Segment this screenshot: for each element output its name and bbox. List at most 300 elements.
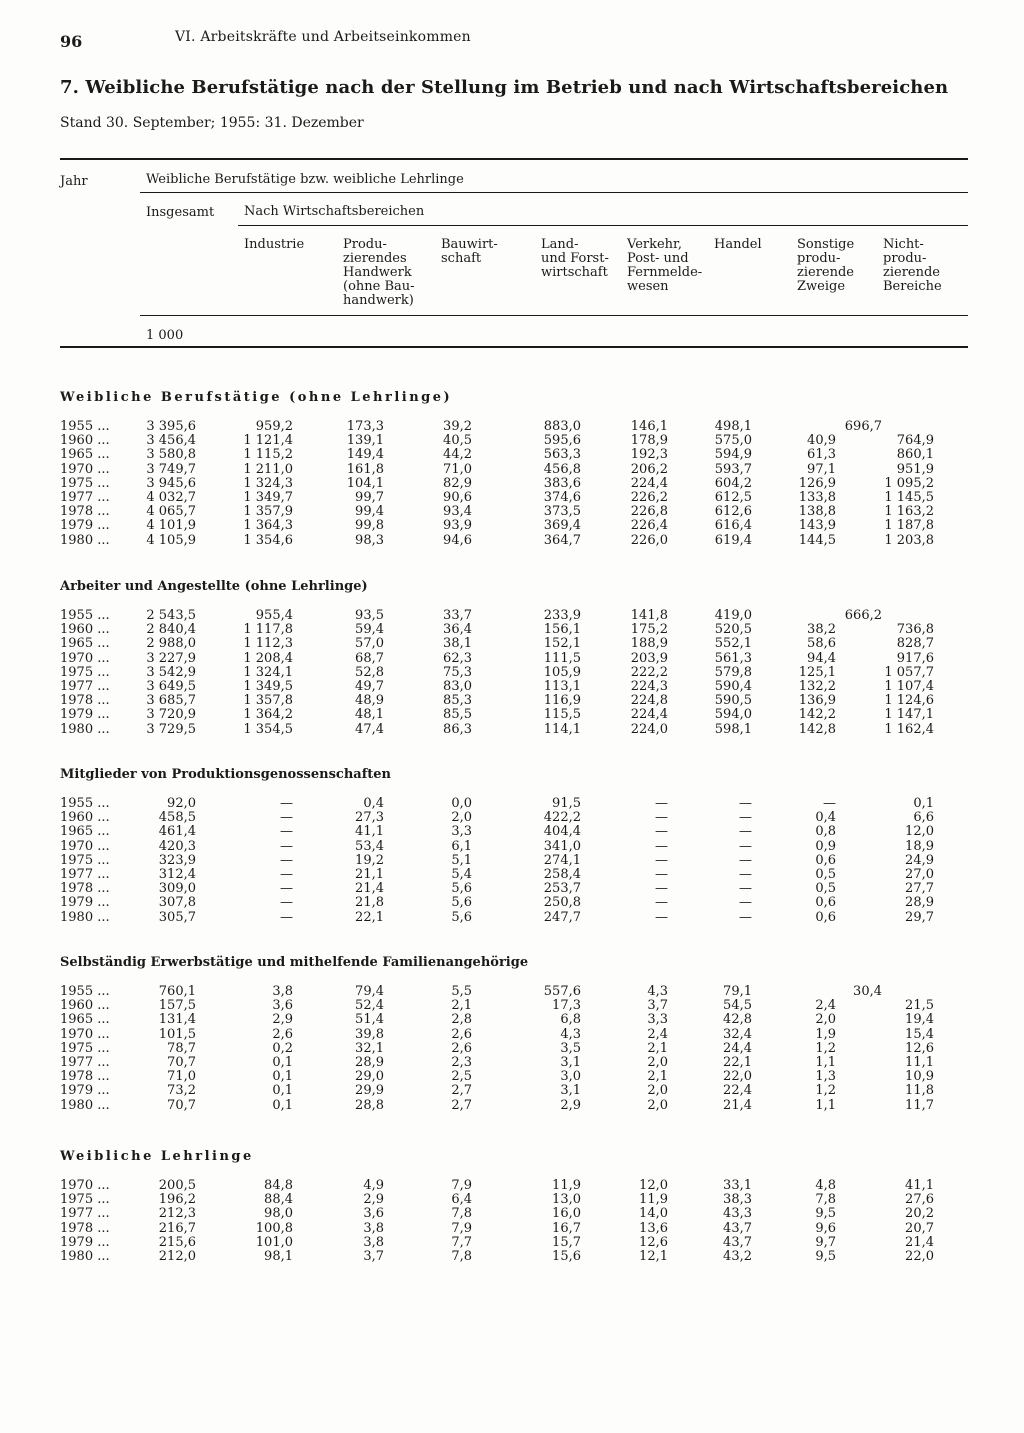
cell-handel: — [739,852,752,868]
row-year: 1970 ... [60,650,110,666]
cell-sonstige: 0,6 [815,909,836,925]
cell-industrie: — [280,796,293,811]
cell-bauwirtschaft: 40,5 [443,433,472,449]
section-title: Mitglieder von Produktionsgenossenschaften [60,767,392,782]
cell-sonstige: 1,2 [815,1040,836,1056]
row-year: 1960 ... [60,998,110,1014]
cell-insgesamt: 3 729,5 [146,721,196,737]
cell-industrie: 1 121,4 [243,433,293,449]
cell-handel: 594,9 [714,447,752,463]
cell-handwerk: 53,4 [355,838,384,854]
cell-verkehr: 2,0 [647,1097,668,1113]
cell-sonstige: 1,9 [815,1026,836,1042]
row-year: 1970 ... [60,1026,110,1042]
cell-industrie: — [280,852,293,868]
cell-industrie: 955,4 [255,608,293,623]
row-year: 1975 ... [60,664,110,680]
cell-handel: 22,1 [723,1055,752,1070]
cell-bauwirtschaft: 5,6 [451,895,472,911]
cell-industrie: — [280,881,293,897]
cell-handwerk: 161,8 [346,461,384,477]
cell-verkehr: 13,6 [639,1220,668,1236]
cell-verkehr: 12,6 [639,1234,668,1250]
cell-insgesamt: 78,7 [167,1040,196,1056]
cell-handel: 520,5 [714,622,752,638]
cell-land-forst: 253,7 [543,881,581,897]
header-rule-columns [140,315,968,316]
cell-industrie: 1 324,1 [243,664,293,680]
cell-handel: 579,8 [714,664,752,680]
header-col-sonstige: Sonstige produ- zierende Zweige [797,237,855,294]
cell-handel: 38,3 [723,1192,752,1208]
cell-industrie: 3,8 [272,984,293,999]
row-year: 1977 ... [60,490,110,505]
cell-insgesamt: 131,4 [158,1012,196,1028]
row-year: 1980 ... [60,909,110,925]
cell-handwerk: 3,8 [363,1234,384,1250]
row-year: 1955 ... [60,796,110,811]
row-year: 1980 ... [60,1249,110,1264]
cell-handel: 561,3 [714,650,752,666]
cell-industrie: 1 208,4 [243,650,293,666]
cell-insgesamt: 216,7 [158,1220,196,1236]
cell-insgesamt: 3 685,7 [146,693,196,709]
cell-bauwirtschaft: 2,0 [451,810,472,826]
cell-land-forst: 11,9 [552,1178,581,1193]
cell-industrie: 1 117,8 [243,622,293,638]
cell-nichtproduzierende: 41,1 [905,1178,934,1193]
cell-handwerk: 29,0 [355,1069,384,1085]
cell-bauwirtschaft: 85,3 [443,693,472,709]
cell-industrie: 101,0 [255,1234,293,1250]
header-rule-nach [238,225,968,226]
cell-industrie: — [280,867,293,882]
cell-verkehr: 3,3 [647,1012,668,1028]
cell-industrie: 0,1 [272,1055,293,1070]
cell-industrie: 2,6 [272,1026,293,1042]
cell-handel: — [739,810,752,826]
cell-bauwirtschaft: 86,3 [443,721,472,737]
cell-handel: 54,5 [723,998,752,1014]
row-year: 1977 ... [60,1055,110,1070]
cell-insgesamt: 3 456,4 [146,433,196,449]
cell-nichtproduzierende: 27,6 [905,1192,934,1208]
cell-insgesamt: 73,2 [167,1083,196,1099]
cell-insgesamt: 70,7 [167,1097,196,1113]
cell-industrie: 1 357,9 [243,504,293,520]
cell-land-forst: 274,1 [543,852,581,868]
row-year: 1955 ... [60,419,110,434]
cell-land-forst: 3,5 [560,1040,581,1056]
cell-bauwirtschaft: 93,9 [443,518,472,534]
cell-sonstige: 666,2 [844,608,882,623]
cell-sonstige: 9,6 [815,1220,836,1236]
header-col-industrie: Industrie [244,237,305,252]
header-rule-span [140,192,968,193]
header-col-verkehr: Verkehr, Post- und Fernmelde- wesen [627,237,703,294]
cell-land-forst: 883,0 [543,419,581,434]
cell-bauwirtschaft: 5,6 [451,881,472,897]
cell-nichtproduzierende: 1 107,4 [884,679,934,694]
cell-handel: 598,1 [714,721,752,737]
cell-handwerk: 32,1 [355,1040,384,1056]
cell-nichtproduzierende: 20,7 [905,1220,934,1236]
cell-handel: 619,4 [714,532,752,548]
cell-nichtproduzierende: 736,8 [896,622,934,638]
cell-insgesamt: 305,7 [158,909,196,925]
cell-handwerk: 149,4 [346,447,384,463]
cell-land-forst: 374,6 [543,490,581,505]
cell-insgesamt: 92,0 [167,796,196,811]
cell-handwerk: 98,3 [355,532,384,548]
cell-bauwirtschaft: 2,7 [451,1097,472,1113]
header-col-handwerk: Produ- zierendes Handwerk (ohne Bau- handwerk) [343,237,415,308]
cell-nichtproduzierende: 12,6 [905,1040,934,1056]
cell-insgesamt: 312,4 [158,867,196,882]
cell-land-forst: 115,5 [543,707,581,723]
header-col-bauwirtschaft: Bauwirt- schaft [441,237,498,266]
cell-nichtproduzierende: 28,9 [905,895,934,911]
cell-verkehr: — [655,909,668,925]
cell-sonstige: 1,2 [815,1083,836,1099]
cell-verkehr: 2,0 [647,1055,668,1070]
cell-insgesamt: 2 840,4 [146,622,196,638]
cell-handel: 32,4 [723,1026,752,1042]
cell-bauwirtschaft: 7,8 [451,1249,472,1264]
cell-sonstige: 58,6 [807,636,836,652]
row-year: 1960 ... [60,622,110,638]
cell-nichtproduzierende: 15,4 [905,1026,934,1042]
cell-industrie: — [280,895,293,911]
row-year: 1975 ... [60,1192,110,1208]
header-bottom-rule [60,346,968,348]
cell-land-forst: 114,1 [543,721,581,737]
cell-land-forst: 258,4 [543,867,581,882]
header-top-rule [60,158,968,160]
cell-land-forst: 383,6 [543,475,581,491]
cell-sonstige: 0,4 [815,810,836,826]
cell-handwerk: 49,7 [355,679,384,694]
cell-verkehr: 226,0 [630,532,668,548]
cell-handel: 616,4 [714,518,752,534]
cell-verkehr: — [655,852,668,868]
cell-verkehr: 206,2 [630,461,668,477]
cell-insgesamt: 200,5 [158,1178,196,1193]
cell-nichtproduzierende: 917,6 [896,650,934,666]
cell-handwerk: 22,1 [355,909,384,925]
cell-insgesamt: 323,9 [158,852,196,868]
cell-verkehr: 2,1 [647,1040,668,1056]
cell-nichtproduzierende: 1 145,5 [884,490,934,505]
running-head: VI. Arbeitskräfte und Arbeitseinkommen [175,29,471,45]
cell-industrie: 0,2 [272,1040,293,1056]
cell-verkehr: — [655,810,668,826]
cell-insgesamt: 3 649,5 [146,679,196,694]
cell-handel: 593,7 [714,461,752,477]
cell-industrie: 1 364,2 [243,707,293,723]
cell-verkehr: 146,1 [630,419,668,434]
cell-industrie: 1 349,7 [243,490,293,505]
cell-industrie: — [280,824,293,840]
cell-land-forst: 15,7 [552,1234,581,1250]
cell-handel: 498,1 [714,419,752,434]
cell-sonstige: 1,1 [815,1097,836,1113]
cell-insgesamt: 760,1 [158,984,196,999]
cell-verkehr: 14,0 [639,1206,668,1222]
cell-land-forst: 15,6 [552,1249,581,1264]
cell-handel: 590,5 [714,693,752,709]
cell-verkehr: 226,4 [630,518,668,534]
cell-verkehr: 2,1 [647,1069,668,1085]
row-year: 1978 ... [60,693,110,709]
cell-handel: 79,1 [723,984,752,999]
cell-sonstige: 97,1 [807,461,836,477]
section-title: Weibliche Lehrlinge [60,1149,254,1164]
row-year: 1979 ... [60,1234,110,1250]
cell-land-forst: 156,1 [543,622,581,638]
cell-bauwirtschaft: 71,0 [443,461,472,477]
cell-insgesamt: 212,0 [158,1249,196,1264]
cell-bauwirtschaft: 3,3 [451,824,472,840]
cell-nichtproduzierende: 12,0 [905,824,934,840]
cell-land-forst: 422,2 [543,810,581,826]
cell-handwerk: 99,8 [355,518,384,534]
cell-insgesamt: 3 580,8 [146,447,196,463]
cell-land-forst: 456,8 [543,461,581,477]
cell-bauwirtschaft: 93,4 [443,504,472,520]
cell-industrie: 0,1 [272,1083,293,1099]
cell-land-forst: 152,1 [543,636,581,652]
cell-insgesamt: 2 543,5 [146,608,196,623]
section-title: Weibliche Berufstätige (ohne Lehrlinge) [60,390,453,405]
cell-land-forst: 404,4 [543,824,581,840]
row-year: 1965 ... [60,1012,110,1028]
cell-handel: 612,6 [714,504,752,520]
cell-industrie: — [280,909,293,925]
cell-sonstige: 136,9 [798,693,836,709]
cell-land-forst: 557,6 [543,984,581,999]
cell-insgesamt: 71,0 [167,1069,196,1085]
cell-bauwirtschaft: 2,1 [451,998,472,1014]
cell-handel: 552,1 [714,636,752,652]
cell-handwerk: 2,9 [363,1192,384,1208]
cell-land-forst: 13,0 [552,1192,581,1208]
cell-land-forst: 113,1 [543,679,581,694]
cell-land-forst: 16,7 [552,1220,581,1236]
cell-nichtproduzierende: 24,9 [905,852,934,868]
cell-handwerk: 28,8 [355,1097,384,1113]
cell-verkehr: 141,8 [630,608,668,623]
cell-handel: 43,3 [723,1206,752,1222]
cell-insgesamt: 4 101,9 [146,518,196,534]
cell-land-forst: 595,6 [543,433,581,449]
cell-handwerk: 27,3 [355,810,384,826]
cell-sonstige: 4,8 [815,1178,836,1193]
cell-nichtproduzierende: 18,9 [905,838,934,854]
cell-insgesamt: 461,4 [158,824,196,840]
cell-handel: — [739,881,752,897]
cell-nichtproduzierende: 1 163,2 [884,504,934,520]
row-year: 1978 ... [60,1069,110,1085]
cell-verkehr: 224,4 [630,475,668,491]
cell-land-forst: 233,9 [543,608,581,623]
cell-sonstige: 0,8 [815,824,836,840]
cell-bauwirtschaft: 2,8 [451,1012,472,1028]
cell-handwerk: 29,9 [355,1083,384,1099]
cell-industrie: 1 357,8 [243,693,293,709]
cell-handel: 594,0 [714,707,752,723]
cell-verkehr: 203,9 [630,650,668,666]
cell-sonstige: 94,4 [807,650,836,666]
cell-land-forst: 111,5 [543,650,581,666]
cell-bauwirtschaft: 5,6 [451,909,472,925]
cell-land-forst: 250,8 [543,895,581,911]
cell-land-forst: 3,1 [560,1083,581,1099]
cell-verkehr: 175,2 [630,622,668,638]
cell-nichtproduzierende: 10,9 [905,1069,934,1085]
cell-sonstige: 0,5 [815,867,836,882]
cell-insgesamt: 101,5 [158,1026,196,1042]
cell-land-forst: 105,9 [543,664,581,680]
cell-land-forst: 341,0 [543,838,581,854]
cell-bauwirtschaft: 6,1 [451,838,472,854]
cell-sonstige: 2,0 [815,1012,836,1028]
cell-bauwirtschaft: 0,0 [451,796,472,811]
cell-land-forst: 4,3 [560,1026,581,1042]
row-year: 1977 ... [60,867,110,882]
cell-sonstige: 138,8 [798,504,836,520]
cell-sonstige: 0,6 [815,895,836,911]
cell-verkehr: 12,0 [639,1178,668,1193]
cell-handel: 43,7 [723,1220,752,1236]
cell-handel: — [739,867,752,882]
cell-verkehr: — [655,881,668,897]
cell-land-forst: 91,5 [552,796,581,811]
cell-handwerk: 173,3 [346,419,384,434]
cell-bauwirtschaft: 33,7 [443,608,472,623]
cell-bauwirtschaft: 6,4 [451,1192,472,1208]
row-year: 1960 ... [60,810,110,826]
cell-sonstige: 142,8 [798,721,836,737]
cell-land-forst: 116,9 [543,693,581,709]
cell-handel: 21,4 [723,1097,752,1113]
cell-industrie: — [280,838,293,854]
row-year: 1978 ... [60,1220,110,1236]
cell-industrie: 1 211,0 [243,461,293,477]
cell-insgesamt: 4 032,7 [146,490,196,505]
cell-bauwirtschaft: 7,8 [451,1206,472,1222]
cell-sonstige: 126,9 [798,475,836,491]
cell-sonstige: 0,6 [815,852,836,868]
cell-land-forst: 364,7 [543,532,581,548]
cell-handel: 22,4 [723,1083,752,1099]
cell-handwerk: 0,4 [363,796,384,811]
cell-industrie: 0,1 [272,1069,293,1085]
cell-nichtproduzierende: 6,6 [913,810,934,826]
cell-nichtproduzierende: 22,0 [905,1249,934,1264]
cell-sonstige: 9,7 [815,1234,836,1250]
cell-nichtproduzierende: 21,4 [905,1234,934,1250]
row-year: 1977 ... [60,1206,110,1222]
cell-industrie: 1 364,3 [243,518,293,534]
cell-industrie: 100,8 [255,1220,293,1236]
cell-verkehr: 12,1 [639,1249,668,1264]
cell-sonstige: 0,9 [815,838,836,854]
cell-sonstige: 143,9 [798,518,836,534]
cell-sonstige: 0,5 [815,881,836,897]
cell-insgesamt: 3 720,9 [146,707,196,723]
row-year: 1970 ... [60,1178,110,1193]
cell-nichtproduzierende: 0,1 [913,796,934,811]
cell-handwerk: 59,4 [355,622,384,638]
cell-handel: 43,2 [723,1249,752,1264]
cell-insgesamt: 420,3 [158,838,196,854]
cell-bauwirtschaft: 85,5 [443,707,472,723]
cell-industrie: 1 354,5 [243,721,293,737]
cell-handwerk: 57,0 [355,636,384,652]
cell-verkehr: 224,4 [630,707,668,723]
cell-sonstige: 1,3 [815,1069,836,1085]
cell-handel: 43,7 [723,1234,752,1250]
cell-land-forst: 563,3 [543,447,581,463]
cell-handwerk: 52,8 [355,664,384,680]
cell-handel: — [739,895,752,911]
cell-industrie: 98,0 [264,1206,293,1222]
cell-handwerk: 139,1 [346,433,384,449]
cell-insgesamt: 3 227,9 [146,650,196,666]
row-year: 1975 ... [60,852,110,868]
row-year: 1977 ... [60,679,110,694]
cell-bauwirtschaft: 7,9 [451,1220,472,1236]
cell-sonstige: 696,7 [844,419,882,434]
cell-handel: 419,0 [714,608,752,623]
cell-verkehr: 3,7 [647,998,668,1014]
cell-verkehr: 2,4 [647,1026,668,1042]
header-col-land-forst: Land- und Forst- wirtschaft [541,237,609,280]
cell-bauwirtschaft: 44,2 [443,447,472,463]
cell-nichtproduzierende: 1 203,8 [884,532,934,548]
cell-verkehr: — [655,796,668,811]
cell-industrie: 84,8 [264,1178,293,1193]
cell-handwerk: 68,7 [355,650,384,666]
cell-nichtproduzierende: 1 124,6 [884,693,934,709]
row-year: 1965 ... [60,636,110,652]
cell-handel: 612,5 [714,490,752,505]
cell-sonstige: 133,8 [798,490,836,505]
cell-verkehr: 178,9 [630,433,668,449]
cell-insgesamt: 215,6 [158,1234,196,1250]
cell-sonstige: 125,1 [798,664,836,680]
row-year: 1955 ... [60,608,110,623]
cell-handwerk: 3,6 [363,1206,384,1222]
cell-sonstige: 142,2 [798,707,836,723]
cell-insgesamt: 309,0 [158,881,196,897]
cell-handwerk: 19,2 [355,852,384,868]
cell-bauwirtschaft: 5,4 [451,867,472,882]
cell-insgesamt: 3 395,6 [146,419,196,434]
cell-bauwirtschaft: 90,6 [443,490,472,505]
cell-handel: 33,1 [723,1178,752,1193]
cell-sonstige: 61,3 [807,447,836,463]
header-top-span: Weibliche Berufstätige bzw. weibliche Lehrlinge [146,172,464,187]
cell-nichtproduzierende: 1 095,2 [884,475,934,491]
cell-handwerk: 52,4 [355,998,384,1014]
cell-bauwirtschaft: 5,5 [451,984,472,999]
cell-handwerk: 104,1 [346,475,384,491]
cell-industrie: 0,1 [272,1097,293,1113]
cell-verkehr: 224,0 [630,721,668,737]
cell-bauwirtschaft: 38,1 [443,636,472,652]
